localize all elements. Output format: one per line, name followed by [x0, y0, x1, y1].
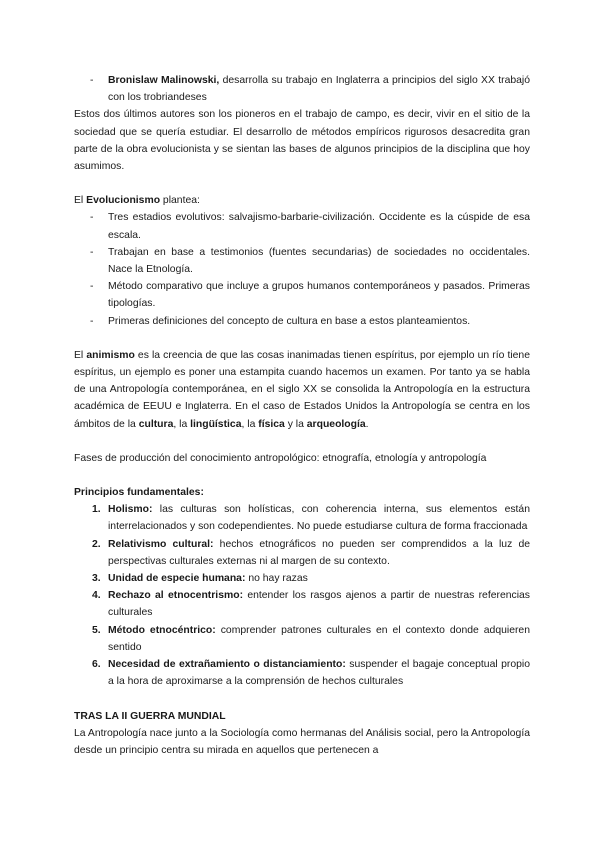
- list-item: 3. Unidad de especie humana: no hay razas: [92, 573, 308, 585]
- tras-paragraph: La Antropología nace junto a la Sociología como hermanas del Análisis social, pero la Antropología desde un principio centra su mirada en aquellos que pertenecen a: [74, 727, 530, 756]
- intro-list: [74, 72, 530, 106]
- evolucionismo-list: [74, 209, 530, 329]
- pioneers-paragraph: Estos dos últimos autores son los pioneros en el trabajo de campo, es decir, vivir en el sitio de la sociedad que se quería estudiar. El desarrollo de métodos empíricos rigurosos desacredita gran parte de la obra evolucionista y se sientan las bases de algunos principios de la disciplina que hoy asumimos.: [74, 109, 530, 173]
- list-item: 4. Rechazo al etnocentrismo: entender los rasgos ajenos a partir de nuestras referencias culturales: [92, 590, 530, 619]
- list-item: 2. Relativismo cultural: hechos etnográficos no pueden ser comprendidos a la luz de perspectivas culturales externas ni al margen de su contexto.: [92, 538, 531, 567]
- list-item: - Primeras definiciones del concepto de cultura en base a estos planteamientos.: [74, 313, 530, 330]
- fases-paragraph: Fases de producción del conocimiento antropológico: etnografía, etnología y antropología: [74, 452, 487, 464]
- list-item: 6. Necesidad de extrañamiento o distanciamiento: suspender el bagaje conceptual propio a la hora de aproximarse a la comprensión de hechos culturales: [92, 659, 531, 688]
- evolucionismo-heading: El Evolucionismo plantea:: [74, 195, 200, 207]
- list-item: 5. Método etnocéntrico: comprender patrones culturales en el contexto donde adquieren sentido: [92, 624, 530, 653]
- list-item: - Método comparativo que incluye a grupos humanos contemporáneos y pasados. Primeras tipologías.: [74, 278, 530, 312]
- list-item: [74, 72, 530, 106]
- malinowski-name: Bronislaw Malinowski,: [108, 75, 220, 86]
- principios-list: [74, 501, 530, 690]
- tras-heading: TRAS LA II GUERRA MUNDIAL: [74, 710, 226, 722]
- malinowski-text: desarrolla su trabajo en Inglaterra a principios del siglo XX trabajó con los trobriandeses: [108, 75, 530, 104]
- list-item: - Trabajan en base a testimonios (fuentes secundarias) de sociedades no occidentales. Nace la Etnología.: [74, 244, 530, 278]
- principios-heading: Principios fundamentales:: [74, 487, 204, 499]
- list-item: 1. Holismo: las culturas son holísticas, con coherencia interna, sus elementos están interrelacionados y son codependientes. No puede estudiarse cultura de forma fraccionada: [92, 504, 530, 533]
- animismo-paragraph: El animismo es la creencia de que las cosas inanimadas tienen espíritus, por ejemplo un río tiene espíritus, un ejemplo es poner una estampita cuando hacemos un examen. Por tanto ya se habla de una Antropología contemporánea, en el siglo XX se consolida la Antropología en la estructura académica de EEUU e Inglaterra. En el caso de Estados Unidos la Antropología se centra en los ámbitos de la cultura, la lingüística, la física y la arqueología.: [74, 349, 530, 430]
- document-page: [74, 72, 530, 759]
- list-item: - Tres estadios evolutivos: salvajismo-barbarie-civilización. Occidente es la cúspide de esa escala.: [74, 209, 530, 243]
